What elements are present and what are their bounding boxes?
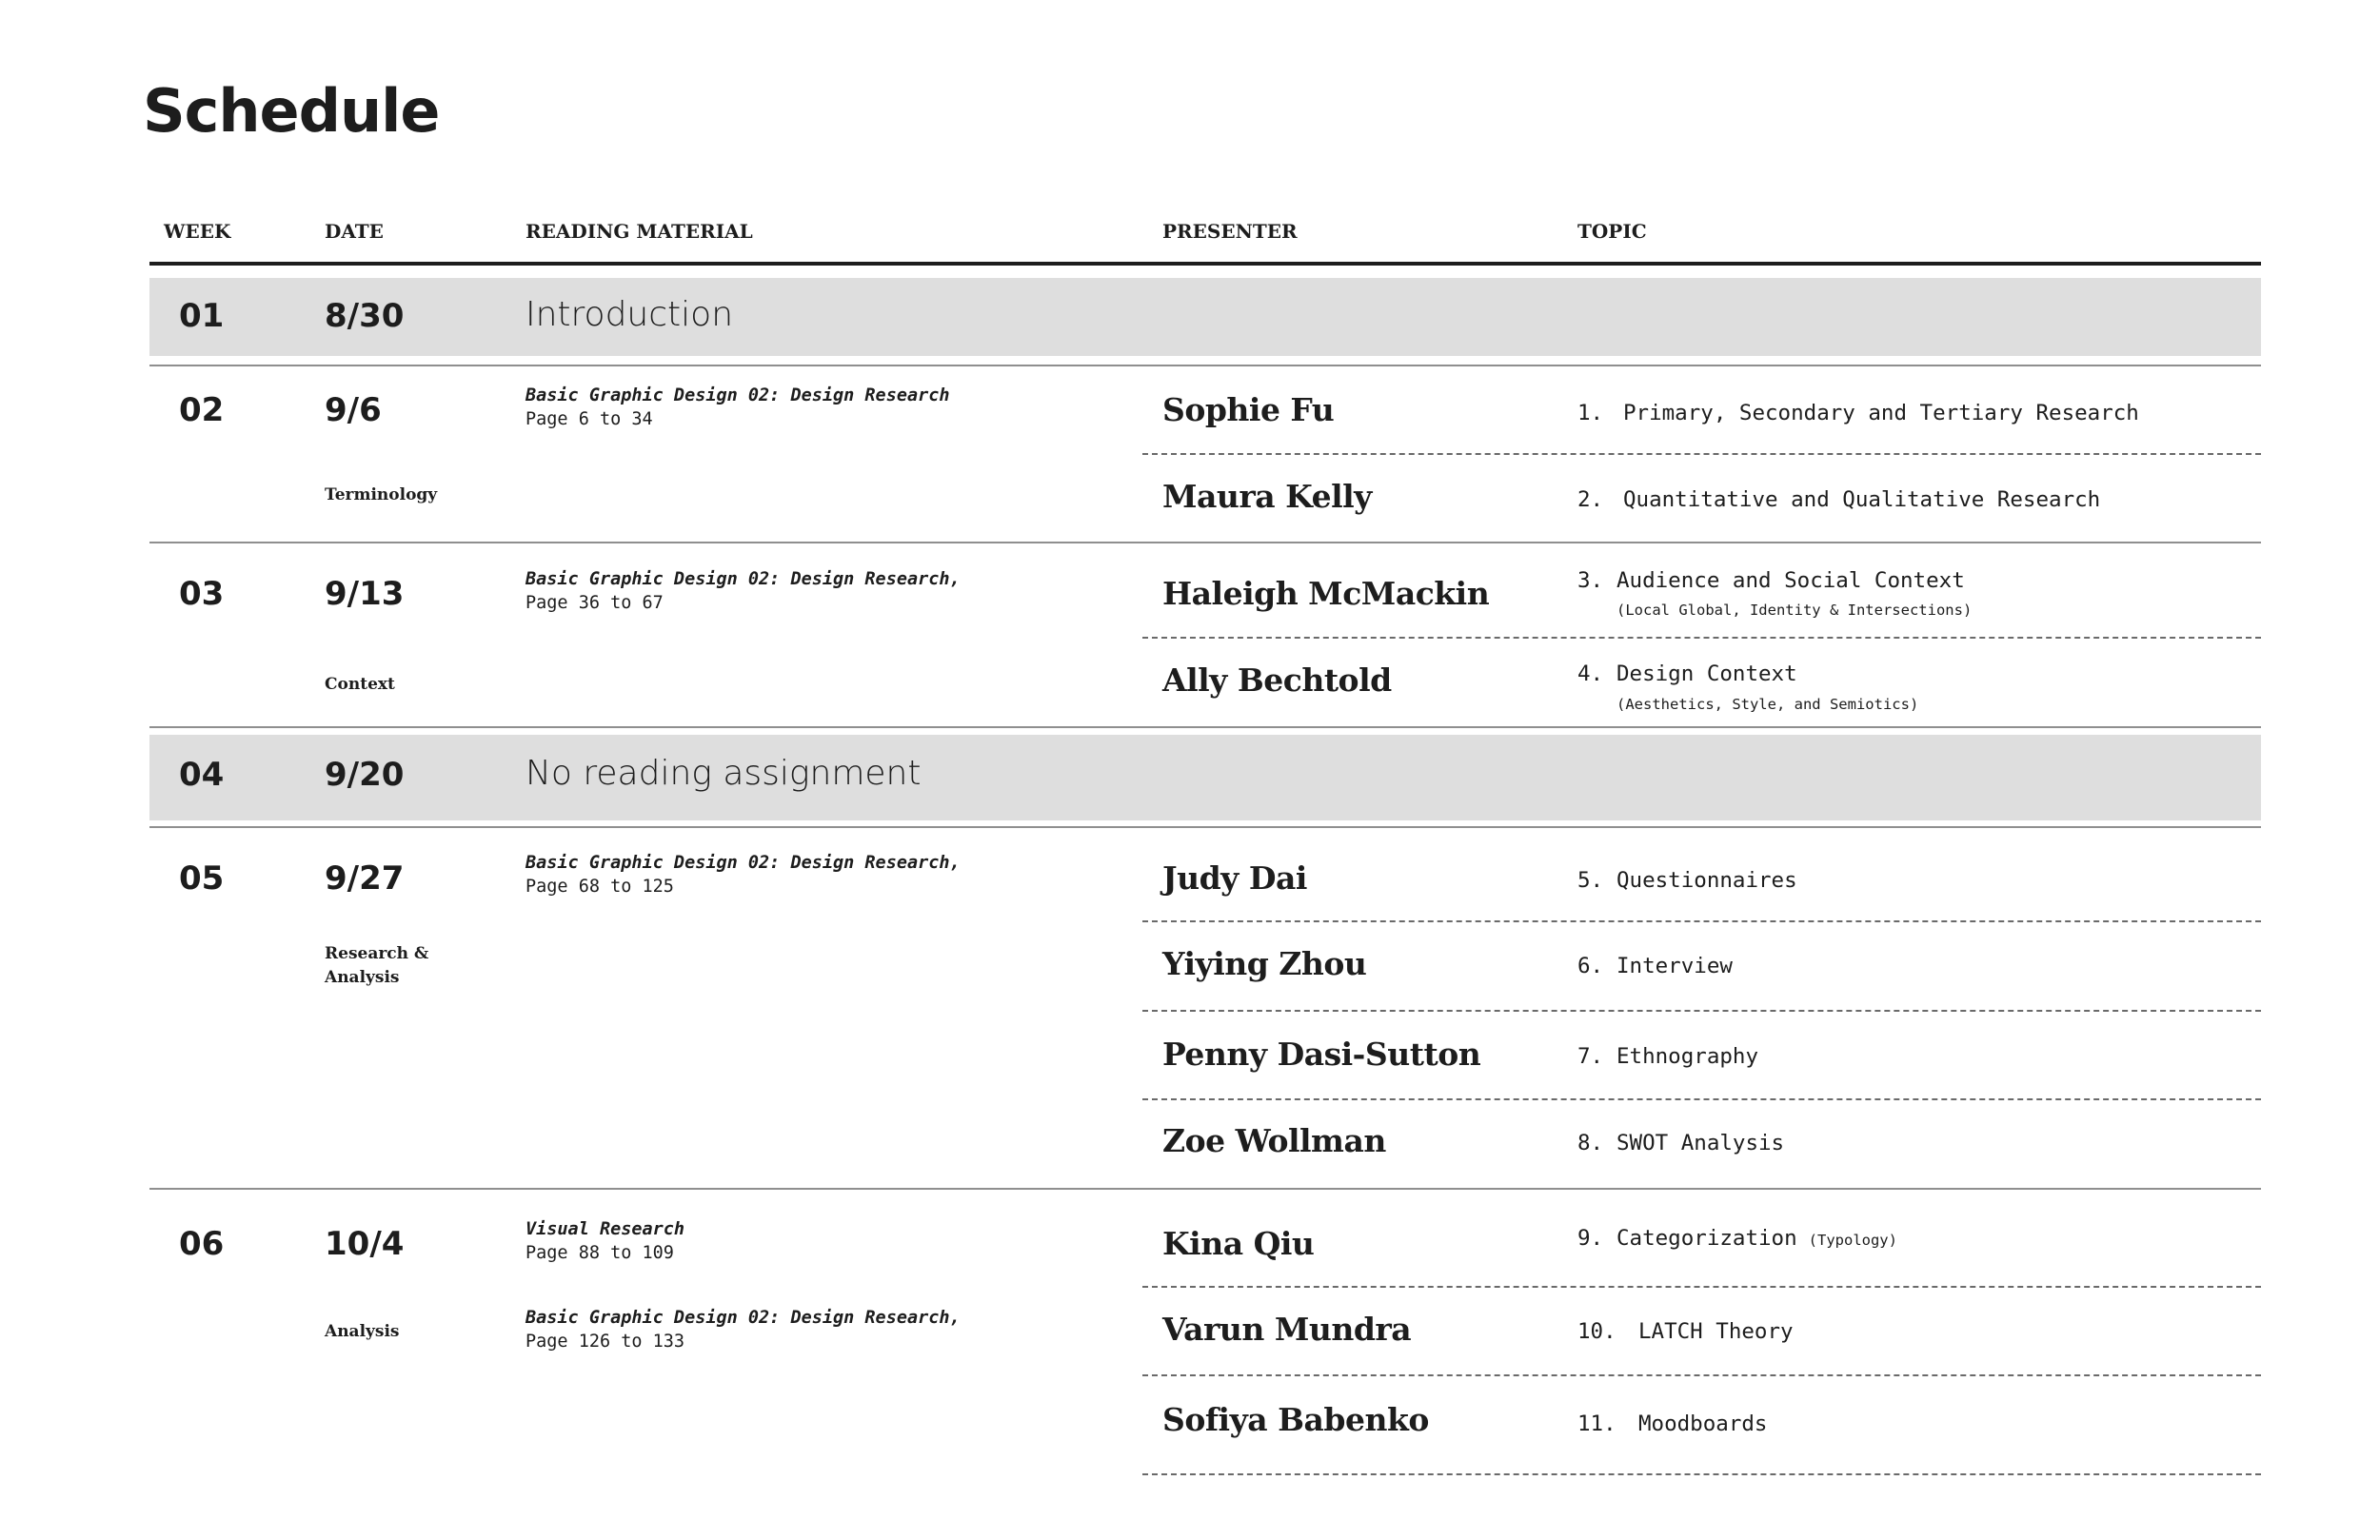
reading-title: Basic Graphic Design 02: Design Research, bbox=[526, 569, 961, 589]
row-divider bbox=[149, 826, 2261, 828]
header-reading-material: READING MATERIAL bbox=[526, 220, 753, 243]
week-theme: Terminology bbox=[325, 485, 438, 504]
band-note: No reading assignment bbox=[526, 754, 922, 793]
presenter-name: Haleigh McMackin bbox=[1162, 575, 1490, 612]
reading-pages: Page 88 to 109 bbox=[526, 1243, 674, 1263]
week-date: 9/20 bbox=[325, 756, 405, 794]
presenter-divider bbox=[1142, 1098, 2261, 1100]
presenter-divider bbox=[1142, 920, 2261, 922]
reading-pages: Page 36 to 67 bbox=[526, 593, 664, 613]
topic-number: 5. bbox=[1577, 868, 1604, 893]
topic-text: Quantitative and Qualitative Research bbox=[1623, 487, 2101, 512]
topic-number: 11. bbox=[1577, 1412, 1616, 1436]
reading-title: Basic Graphic Design 02: Design Research bbox=[526, 385, 950, 405]
row-divider bbox=[149, 542, 2261, 543]
week-01-band bbox=[149, 278, 2261, 356]
week-date: 9/6 bbox=[325, 391, 382, 429]
week-theme: Context bbox=[325, 675, 395, 694]
presenter-name: Judy Dai bbox=[1162, 859, 1307, 897]
week-date: 8/30 bbox=[325, 297, 405, 335]
topic-text: Questionnaires bbox=[1616, 868, 1797, 893]
presenter-name: Zoe Wollman bbox=[1162, 1122, 1386, 1159]
topic-number: 1. bbox=[1577, 401, 1604, 425]
topic-note: (Aesthetics, Style, and Semiotics) bbox=[1616, 696, 1919, 713]
presenter-name: Yiying Zhou bbox=[1162, 945, 1367, 982]
week-theme: Analysis bbox=[325, 1322, 400, 1341]
presenter-divider bbox=[1142, 637, 2261, 639]
topic-number: 6. bbox=[1577, 954, 1604, 978]
reading-title: Visual Research bbox=[526, 1219, 685, 1239]
topic-text bbox=[1616, 1228, 1897, 1250]
row-divider bbox=[149, 1188, 2261, 1190]
topic-number: 7. bbox=[1577, 1044, 1604, 1069]
header-rule bbox=[149, 262, 2261, 266]
week-theme-line-1: Research & bbox=[325, 944, 429, 963]
topic-number: 9. bbox=[1577, 1226, 1604, 1251]
reading-pages: Page 6 to 34 bbox=[526, 409, 653, 429]
topic-text: LATCH Theory bbox=[1638, 1319, 1794, 1344]
topic-text: Moodboards bbox=[1638, 1412, 1768, 1436]
topic-number: 10. bbox=[1577, 1319, 1616, 1344]
topic-number: 2. bbox=[1577, 487, 1604, 512]
week-date: 9/13 bbox=[325, 575, 405, 613]
presenter-divider bbox=[1142, 1374, 2261, 1376]
presenter-divider bbox=[1142, 1010, 2261, 1012]
topic-label: Categorization bbox=[1616, 1226, 1797, 1251]
topic-number: 3. bbox=[1577, 568, 1604, 593]
topic-text: Primary, Secondary and Tertiary Research bbox=[1623, 401, 2139, 425]
presenter-divider bbox=[1142, 1473, 2261, 1475]
reading-title: Basic Graphic Design 02: Design Research, bbox=[526, 853, 961, 873]
row-divider bbox=[149, 365, 2261, 366]
topic-number: 8. bbox=[1577, 1131, 1604, 1155]
header-week: WEEK bbox=[164, 220, 231, 243]
band-note: Introduction bbox=[526, 295, 734, 334]
week-number: 03 bbox=[179, 575, 225, 613]
week-number: 04 bbox=[179, 756, 225, 794]
header-presenter: PRESENTER bbox=[1162, 220, 1298, 243]
header-topic: TOPIC bbox=[1577, 220, 1647, 243]
reading-pages: Page 68 to 125 bbox=[526, 877, 674, 897]
reading-pages: Page 126 to 133 bbox=[526, 1332, 685, 1352]
week-theme-line-2: Analysis bbox=[325, 968, 400, 987]
presenter-name: Maura Kelly bbox=[1162, 478, 1372, 515]
topic-note: (Typology) bbox=[1808, 1232, 1897, 1249]
topic-text: Audience and Social Context bbox=[1616, 568, 1965, 593]
presenter-name: Varun Mundra bbox=[1162, 1311, 1412, 1348]
topic-text: Design Context bbox=[1616, 661, 1797, 686]
week-date: 10/4 bbox=[325, 1225, 405, 1263]
topic-text: SWOT Analysis bbox=[1616, 1131, 1785, 1155]
presenter-name: Ally Bechtold bbox=[1162, 661, 1392, 699]
row-divider bbox=[149, 726, 2261, 728]
week-number: 01 bbox=[179, 297, 225, 335]
presenter-name: Kina Qiu bbox=[1162, 1225, 1315, 1262]
presenter-divider bbox=[1142, 1286, 2261, 1288]
presenter-name: Sophie Fu bbox=[1162, 391, 1335, 428]
week-04-band bbox=[149, 735, 2261, 820]
reading-title: Basic Graphic Design 02: Design Research, bbox=[526, 1308, 961, 1328]
week-date: 9/27 bbox=[325, 859, 405, 898]
topic-text: Interview bbox=[1616, 954, 1733, 978]
week-number: 02 bbox=[179, 391, 225, 429]
week-number: 05 bbox=[179, 859, 225, 898]
page-title: Schedule bbox=[143, 76, 440, 146]
topic-number: 4. bbox=[1577, 661, 1604, 686]
topic-note: (Local Global, Identity & Intersections) bbox=[1616, 602, 1973, 619]
header-date: DATE bbox=[325, 220, 384, 243]
topic-text: Ethnography bbox=[1616, 1044, 1759, 1069]
presenter-name: Penny Dasi-Sutton bbox=[1162, 1036, 1481, 1073]
week-number: 06 bbox=[179, 1225, 225, 1263]
presenter-divider bbox=[1142, 453, 2261, 455]
presenter-name: Sofiya Babenko bbox=[1162, 1401, 1429, 1438]
